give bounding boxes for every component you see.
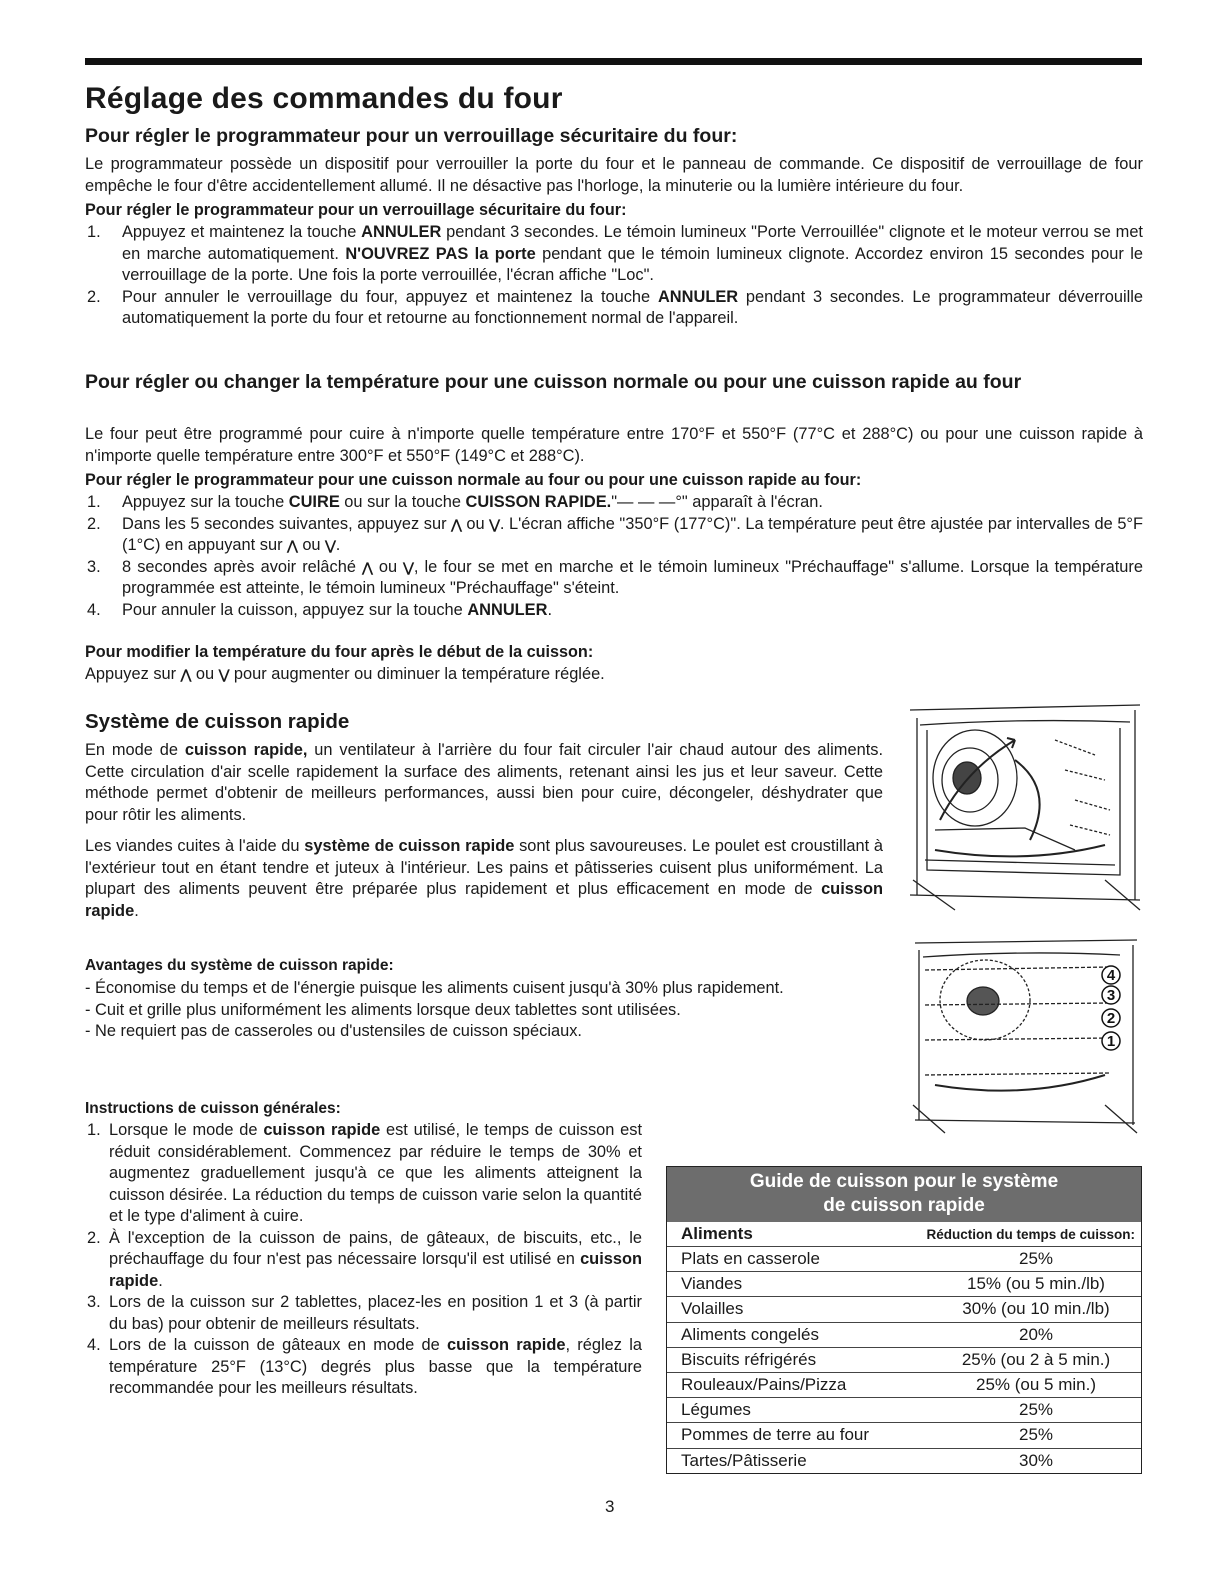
step-text: ou <box>372 557 404 576</box>
step-text: . <box>158 1271 163 1290</box>
paragraph-text: Les viandes cuites à l'aide du <box>85 837 305 855</box>
up-arrow-icon: ⋀ <box>287 538 298 553</box>
step-text: ou <box>461 514 490 533</box>
step-text: ou sur la touche <box>339 493 466 511</box>
table-row <box>667 1449 1141 1473</box>
step-text: , réglez la température 25°F (13°C) degrés plus basse que la température recommandée pour les meilleurs résultats. <box>109 1336 642 1397</box>
table-row <box>667 1373 1141 1398</box>
guide-title-line: de cuisson rapide <box>823 1195 985 1216</box>
food-cell: Viandes <box>681 1274 743 1294</box>
up-arrow-icon: ⋀ <box>362 559 373 575</box>
food-cell: Volailles <box>681 1299 744 1319</box>
temp-heading: Pour régler ou changer la température pour une cuisson normale ou pour une cuisson rapide au four <box>85 371 1022 393</box>
instruction-item <box>85 1120 642 1228</box>
table-row <box>667 1272 1141 1297</box>
guide-title-line: Guide de cuisson pour le système <box>749 1171 1059 1192</box>
step-text: Appuyez et maintenez la touche <box>122 223 362 241</box>
step-text: 8 secondes après avoir relâché <box>122 557 363 576</box>
down-arrow-icon: ⋁ <box>325 538 336 553</box>
step-text: , le four se met en marche et le témoin lumineux "Préchauffage" s'allume. Lorsque la température programmée est atteinte, le témoin lumineux "Préchauffage" s'éteint. <box>122 557 1143 597</box>
instructions-list <box>85 1120 642 1400</box>
advantages-list <box>85 978 883 1043</box>
instruction-item <box>85 1292 642 1335</box>
modify-text-part: Appuyez sur <box>85 665 181 683</box>
lock-step <box>85 222 1143 287</box>
step-number: 3. <box>87 557 101 576</box>
food-cell: Aliments congelés <box>681 1324 819 1344</box>
instruction-item <box>85 1228 642 1293</box>
column-header-reduction: Réduction du temps de cuisson: <box>926 1226 1135 1242</box>
step-text: . <box>335 536 341 554</box>
step-bold: cuisson rapide <box>263 1121 381 1139</box>
lock-step <box>85 287 1143 330</box>
food-cell: Plats en casserole <box>681 1249 820 1269</box>
paragraph-bold: cuisson rapide, <box>184 741 308 759</box>
reduction-cell: 15% (ou 5 min./lb) <box>967 1274 1105 1294</box>
step-text: Lors de la cuisson sur 2 tablettes, placez-les en position 1 et 3 (à partir du bas) pour obtenir de meilleurs résultats. <box>109 1293 642 1333</box>
step-text: pendant 3 secondes. Le programmateur déverrouille automatiquement la porte du four et retourne au fonctionnement normal de l'appareil. <box>122 287 1144 327</box>
paragraph-text: un ventilateur à l'arrière du four fait circuler l'air chaud autour des aliments. Cette circulation d'air scelle rapidement la surface des aliments, retenant ainsi les jus et leur saveur. Cette méthode permet d'obtenir de meilleurs performances, aussi bien pour cuire, décongeler, déshydrater que pour rôtir les aliments. <box>85 741 883 824</box>
top-rule <box>85 58 1142 65</box>
temp-subheading: Pour régler le programmateur pour une cuisson normale au four ou pour une cuisson rapide au four: <box>85 471 862 489</box>
table-row <box>667 1423 1141 1448</box>
reduction-cell: 30% (ou 10 min./lb) <box>962 1299 1110 1319</box>
step-number: 2. <box>87 514 101 533</box>
reduction-cell: 25% <box>1018 1249 1054 1269</box>
page-title: Réglage des commandes du four <box>85 82 563 115</box>
food-cell: Biscuits réfrigérés <box>681 1349 817 1369</box>
guide-column-headers <box>667 1222 1141 1247</box>
lock-subheading: Pour régler le programmateur pour un verrouillage sécuritaire du four: <box>85 201 627 219</box>
advantage-item: - Cuit et grille plus uniformément les aliments lorsque deux tablettes sont utilisées. <box>85 1000 681 1019</box>
rack-label: 3 <box>1106 987 1116 1004</box>
temp-step <box>85 600 1143 622</box>
paragraph-text: . <box>134 901 139 920</box>
down-arrow-icon: ⋁ <box>489 516 500 532</box>
temp-steps <box>85 492 1143 621</box>
advantage-item: - Ne requiert pas de casseroles ou d'ustensiles de cuisson spéciaux. <box>85 1022 582 1040</box>
step-text: Pour annuler le verrouillage du four, appuyez et maintenez la touche <box>122 287 658 306</box>
step-text: Pour annuler la cuisson, appuyez sur la touche <box>122 600 468 619</box>
up-arrow-icon: ⋀ <box>451 516 462 532</box>
modify-text-part: pour augmenter ou diminuer la température réglée. <box>229 665 605 683</box>
temp-step <box>85 514 1143 557</box>
advantage-item: - Économise du temps et de l'énergie puisque les aliments cuisent jusqu'à 30% plus rapidement. <box>85 979 784 997</box>
temp-step <box>85 492 1143 514</box>
reduction-cell: 25% (ou 5 min.) <box>976 1375 1096 1395</box>
rack-label: 4 <box>1106 967 1116 984</box>
step-number: 4. <box>87 600 101 619</box>
step-text: Dans les 5 secondes suivantes, appuyez sur <box>122 514 452 533</box>
food-cell: Tartes/Pâtisserie <box>681 1450 807 1470</box>
step-text: "— — —°" apparaît à l'écran. <box>611 493 823 511</box>
down-arrow-icon: ⋁ <box>218 667 230 682</box>
step-bold: ANNULER <box>657 287 739 306</box>
rapid-heading: Système de cuisson rapide <box>85 710 350 733</box>
step-bold: ANNULER <box>361 223 442 241</box>
food-cell: Rouleaux/Pains/Pizza <box>681 1375 847 1395</box>
step-text: . <box>547 600 553 619</box>
step-bold: N'OUVREZ PAS la porte <box>345 244 536 263</box>
rapid-paragraph-1 <box>85 740 883 826</box>
oven-convection-illustration <box>905 700 1145 915</box>
step-number: 1. <box>87 493 101 511</box>
reduction-cell: 25% <box>1018 1400 1054 1420</box>
page-number: 3 <box>605 1497 615 1516</box>
step-text: ou <box>297 536 326 554</box>
up-arrow-icon: ⋀ <box>180 667 192 682</box>
table-row <box>667 1398 1141 1423</box>
step-text: pendant 3 secondes. Le témoin lumineux "Porte Verrouillée" clignote et le moteur verrou se met en marche automatiquement. <box>122 223 1143 263</box>
step-number: 2. <box>87 1228 101 1247</box>
instruction-item <box>85 1335 642 1400</box>
paragraph-bold: système de cuisson rapide <box>304 837 515 855</box>
step-number: 1. <box>87 223 101 241</box>
table-row <box>667 1323 1141 1348</box>
reduction-cell: 20% <box>1018 1324 1054 1344</box>
step-text: est utilisé, le temps de cuisson est réduit considérablement. Commencez par réduire le temps de 30% et augmentez graduellement jusqu'à ce que les aliments atteignent la cuisson désirée. La réduction du temps de cuisson varie selon la quantité et le type d'aliment à cuire. <box>109 1121 643 1225</box>
step-text: . L'écran affiche "350°F (177°C)". La température peut être ajustée par intervalles de 5°F (1°C) en appuyant sur <box>122 514 1144 554</box>
step-text: pendant que le témoin lumineux clignote. Accordez environ 15 secondes pour le verrouillage de la porte. Une fois la porte verrouillée, l'écran affiche "Loc". <box>122 244 1143 284</box>
reduction-cell: 30% <box>1018 1450 1054 1470</box>
step-text: Lorsque le mode de <box>109 1121 264 1139</box>
advantages-heading: Avantages du système de cuisson rapide: <box>85 957 394 974</box>
lock-heading: Pour régler le programmateur pour un verrouillage sécuritaire du four: <box>85 125 738 147</box>
down-arrow-icon: ⋁ <box>403 559 414 575</box>
step-bold: CUISSON RAPIDE. <box>465 493 612 511</box>
modify-heading: Pour modifier la température du four après le début de la cuisson: <box>85 643 594 661</box>
table-row <box>667 1247 1141 1272</box>
table-row <box>667 1348 1141 1373</box>
guide-title <box>667 1167 1141 1222</box>
lock-intro: Le programmateur possède un dispositif pour verrouiller la porte du four et le panneau de commande. Ce dispositif de verrouillage de four empêche le four d'être accidentellement allumé. Il ne désactive pas l'horloge, la minuterie ou la lumière intérieure du four. <box>85 155 1143 195</box>
step-text: À l'exception de la cuisson de pains, de gâteaux, de biscuits, etc., le préchauffage du four n'est pas nécessaire lorsqu'il est utilisé en <box>109 1228 642 1268</box>
rapid-paragraph-2 <box>85 836 883 922</box>
step-bold: cuisson rapide <box>447 1336 566 1354</box>
paragraph-bold: cuisson rapide <box>85 880 883 920</box>
step-number: 3. <box>87 1293 101 1311</box>
step-bold: cuisson rapide <box>109 1250 642 1290</box>
step-bold: ANNULER <box>467 600 548 619</box>
rack-label: 1 <box>1106 1033 1116 1050</box>
step-bold: CUIRE <box>288 493 340 511</box>
column-header-food: Aliments <box>681 1224 753 1243</box>
food-cell: Pommes de terre au four <box>681 1425 870 1445</box>
step-text: Lors de la cuisson de gâteaux en mode de <box>109 1336 448 1354</box>
paragraph-text: En mode de <box>85 741 185 759</box>
step-number: 2. <box>87 287 101 306</box>
lock-steps <box>85 222 1143 330</box>
paragraph-text: sont plus savoureuses. Le poulet est croustillant à l'extérieur tout en étant tendre et juteux à l'intérieur. Les pains et pâtisseries cuisent plus uniformément. La plupart des aliments peuvent être préparée plus rapidement et plus efficacement en mode de <box>85 837 884 898</box>
step-number: 1. <box>87 1121 101 1139</box>
reduction-cell: 25% (ou 2 à 5 min.) <box>961 1349 1111 1369</box>
rapid-cooking-guide-table <box>666 1166 1142 1474</box>
temp-step <box>85 557 1143 600</box>
instructions-heading: Instructions de cuisson générales: <box>85 1100 341 1117</box>
reduction-cell: 25% <box>1018 1425 1054 1445</box>
modify-text <box>85 664 1143 686</box>
rack-label: 2 <box>1106 1010 1116 1027</box>
step-text: Appuyez sur la touche <box>122 493 289 511</box>
food-cell: Légumes <box>681 1400 751 1420</box>
temp-intro: Le four peut être programmé pour cuire à n'importe quelle température entre 170°F et 550°F (77°C et 288°C) ou pour une cuisson rapide à n'importe quelle température entre 300°F et 550°F (149°C et 288°C). <box>85 425 1143 465</box>
step-number: 4. <box>87 1336 101 1354</box>
table-row <box>667 1297 1141 1322</box>
oven-rack-positions-illustration <box>905 935 1145 1135</box>
modify-text-part: ou <box>191 665 219 683</box>
